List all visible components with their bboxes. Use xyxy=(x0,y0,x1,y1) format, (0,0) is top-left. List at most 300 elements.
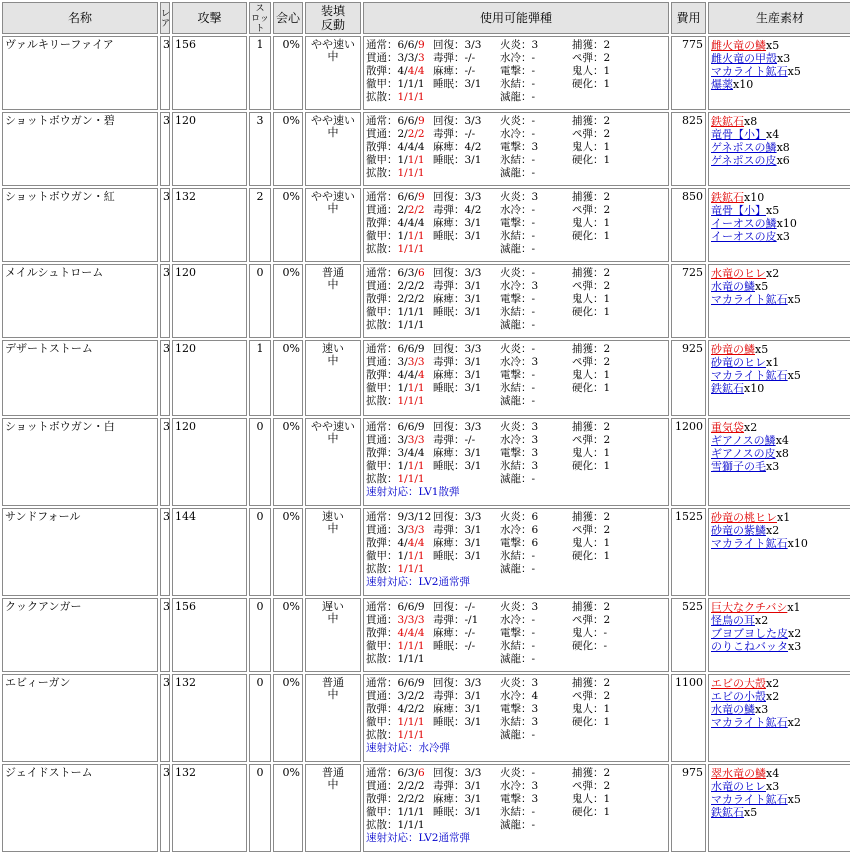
ammo-text: ペ弾：2 xyxy=(572,280,611,292)
ammo-entry xyxy=(366,819,433,832)
ammo-text: 毒弾：3/1 xyxy=(433,690,482,702)
ammo-line xyxy=(366,640,666,653)
material-link[interactable]: マカライト鉱石 xyxy=(711,793,788,806)
weapon-name: ショットボウガン・紅 xyxy=(2,188,158,262)
material-item xyxy=(711,767,849,780)
material-link[interactable]: 竜骨【小】 xyxy=(711,128,766,141)
ammo-entry xyxy=(572,65,610,78)
ammo-text: 水冷：3 xyxy=(500,356,539,368)
ammo-text: 水冷：- xyxy=(500,204,536,216)
material-link[interactable]: ブヨブヨした皮 xyxy=(711,627,788,640)
materials-list xyxy=(708,418,850,506)
material-link[interactable]: 水竜の鱗 xyxy=(711,703,755,716)
ammo-text: 4 xyxy=(417,369,425,381)
recoil: 中 xyxy=(327,202,339,215)
ammo-entry xyxy=(572,343,610,356)
material-qty: x5 xyxy=(787,793,801,806)
material-qty: x6 xyxy=(776,154,790,167)
ammo-line xyxy=(366,460,666,473)
ammo-entry xyxy=(366,537,433,550)
ammo-entry xyxy=(433,640,500,653)
ammo-entry xyxy=(433,793,500,806)
material-link[interactable]: 鉄鉱石 xyxy=(711,115,744,128)
ammo-entry xyxy=(433,343,500,356)
weapon-rows xyxy=(2,36,850,852)
weapon-slot: 3 xyxy=(249,112,271,186)
ammo-entry xyxy=(500,52,572,65)
ammo-entry xyxy=(366,601,433,614)
material-qty: x2 xyxy=(766,690,780,703)
weapon-row xyxy=(2,764,850,852)
material-item xyxy=(711,78,849,91)
material-item xyxy=(711,511,849,524)
ammo-entry xyxy=(366,767,433,780)
header-ammo: 使用可能弾種 xyxy=(363,2,669,34)
ammo-entry xyxy=(433,230,500,243)
ammo-text: 水冷：3 xyxy=(500,434,539,446)
material-item xyxy=(711,115,849,128)
material-link[interactable]: エビの大殻 xyxy=(711,677,766,690)
ammo-text: 散弾：4/ xyxy=(366,65,408,77)
ammo-entry xyxy=(572,217,610,230)
weapon-attack: 132 xyxy=(172,188,247,262)
ammo-entry xyxy=(572,511,610,524)
weapon-reload xyxy=(305,418,361,506)
material-link[interactable]: 爆薬 xyxy=(711,78,733,91)
ammo-text: 回復：3/3 xyxy=(433,191,482,203)
ammo-entry xyxy=(572,677,610,690)
ammo-entry xyxy=(433,204,500,217)
ammo-text: 拡散： xyxy=(366,91,398,103)
ammo-list xyxy=(363,340,669,416)
material-item xyxy=(711,293,849,306)
ammo-text: 3/3/3 xyxy=(397,614,425,626)
ammo-text: 散弾：2/2/2 xyxy=(366,293,425,305)
weapon-crit: 0% xyxy=(273,674,303,762)
weapon-slot: 1 xyxy=(249,36,271,110)
material-link[interactable]: 雪獅子の毛 xyxy=(711,460,766,473)
ammo-entry xyxy=(433,703,500,716)
ammo-entry xyxy=(366,395,433,408)
ammo-entry xyxy=(500,690,572,703)
ammo-text: 徹甲： xyxy=(366,716,398,728)
ammo-entry xyxy=(572,627,607,640)
recoil: 中 xyxy=(327,432,339,445)
weapon-crit: 0% xyxy=(273,188,303,262)
ammo-entry xyxy=(572,793,610,806)
ammo-entry xyxy=(366,793,433,806)
weapon-cost: 725 xyxy=(671,264,706,338)
material-qty: x10 xyxy=(744,382,765,395)
material-link[interactable]: 砂竜の桃ヒレ xyxy=(711,511,777,524)
material-link[interactable]: ゲネポスの皮 xyxy=(711,154,777,167)
ammo-entry xyxy=(500,39,572,52)
ammo-text: 電撃：- xyxy=(500,293,536,305)
material-link[interactable]: ギアノスの皮 xyxy=(711,447,776,460)
ammo-line xyxy=(366,767,666,780)
ammo-entry xyxy=(572,204,610,217)
weapon-rare: 3 xyxy=(160,674,170,762)
weapon-name: デザートストーム xyxy=(2,340,158,416)
ammo-text: 麻痺：-/- xyxy=(433,627,476,639)
weapon-crit: 0% xyxy=(273,764,303,852)
material-item xyxy=(711,460,849,473)
ammo-text: 1/1 xyxy=(407,460,425,472)
weapon-rare: 3 xyxy=(160,112,170,186)
ammo-entry xyxy=(366,319,433,332)
ammo-line xyxy=(366,563,666,576)
ammo-entry xyxy=(366,267,433,280)
material-qty: x2 xyxy=(744,421,758,434)
header-reload: 装填反動 xyxy=(305,2,361,34)
ammo-text: 捕獲：2 xyxy=(572,677,611,689)
weapon-slot: 0 xyxy=(249,508,271,596)
material-link[interactable]: 重気袋 xyxy=(711,421,744,434)
materials-list xyxy=(708,598,850,672)
material-link[interactable]: ギアノスの鱗 xyxy=(711,434,776,447)
material-link[interactable]: 雌火竜の甲殻 xyxy=(711,52,777,65)
ammo-entry xyxy=(500,780,572,793)
header-attack: 攻撃 xyxy=(172,2,247,34)
material-link[interactable]: マカライト鉱石 xyxy=(711,65,788,78)
ammo-text: 捕獲：2 xyxy=(572,267,611,279)
weapon-rare: 3 xyxy=(160,418,170,506)
ammo-list xyxy=(363,418,669,506)
recoil: 中 xyxy=(327,522,339,535)
weapon-cost: 1525 xyxy=(671,508,706,596)
weapon-name: ジェイドストーム xyxy=(2,764,158,852)
ammo-text: 回復：3/3 xyxy=(433,767,482,779)
material-qty: x10 xyxy=(787,537,808,550)
ammo-entry xyxy=(366,627,433,640)
ammo-list xyxy=(363,508,669,596)
ammo-text: 麻痺：3/1 xyxy=(433,217,482,229)
ammo-line xyxy=(366,434,666,447)
ammo-text: 麻痺：3/1 xyxy=(433,537,482,549)
material-link[interactable]: マカライト鉱石 xyxy=(711,369,788,382)
ammo-line xyxy=(366,793,666,806)
material-item xyxy=(711,154,849,167)
weapon-slot: 2 xyxy=(249,188,271,262)
ammo-text: 回復：3/3 xyxy=(433,421,482,433)
material-link[interactable]: 巨大なクチバシ xyxy=(711,601,788,614)
material-qty: x3 xyxy=(777,52,791,65)
ammo-text: 水冷：- xyxy=(500,128,536,140)
ammo-text: 水冷：- xyxy=(500,52,536,64)
ammo-text: 睡眠：3/1 xyxy=(433,716,482,728)
ammo-text: 1/1 xyxy=(407,550,425,562)
ammo-entry xyxy=(500,473,572,486)
material-qty: x5 xyxy=(787,65,801,78)
ammo-text: 電撃：- xyxy=(500,65,536,77)
ammo-text: 火炎：- xyxy=(500,343,536,355)
ammo-entry xyxy=(433,511,500,524)
ammo-entry xyxy=(500,653,572,666)
material-link[interactable]: マカライト鉱石 xyxy=(711,293,788,306)
ammo-entry xyxy=(366,511,433,524)
ammo-text: 硬化：1 xyxy=(572,154,611,166)
ammo-line xyxy=(366,395,666,408)
ammo-text: 鬼人：1 xyxy=(572,141,611,153)
material-qty: x8 xyxy=(744,115,758,128)
recoil: 中 xyxy=(327,50,339,63)
material-link[interactable]: 竜骨【小】 xyxy=(711,204,766,217)
ammo-entry xyxy=(366,128,433,141)
weapon-reload xyxy=(305,36,361,110)
reload-speed: 遅い xyxy=(322,600,344,613)
ammo-text: 9 xyxy=(417,39,425,51)
material-qty: x2 xyxy=(766,677,780,690)
material-link[interactable]: 鉄鉱石 xyxy=(711,806,744,819)
rapid-fire-note: 速射対応：LV2通常弾 xyxy=(366,832,470,844)
ammo-text: 滅龍：- xyxy=(500,167,536,179)
recoil: 中 xyxy=(327,278,339,291)
header-cost: 費用 xyxy=(671,2,706,34)
ammo-text: 睡眠：3/1 xyxy=(433,550,482,562)
ammo-text: 捕獲：2 xyxy=(572,511,611,523)
material-item xyxy=(711,614,849,627)
ammo-entry xyxy=(500,806,572,819)
header-rare: レア xyxy=(160,2,170,34)
ammo-entry xyxy=(572,115,610,128)
material-link[interactable]: ゲネポスの鱗 xyxy=(711,141,777,154)
ammo-text: 散弾：3/4/4 xyxy=(366,447,425,459)
ammo-text: 散弾： xyxy=(366,627,398,639)
ammo-text: 麻痺：3/1 xyxy=(433,447,482,459)
ammo-text: 通常：9/3/12 xyxy=(366,511,432,523)
material-link[interactable]: マカライト鉱石 xyxy=(711,716,788,729)
material-link[interactable]: 砂竜の鱗 xyxy=(711,343,755,356)
ammo-line xyxy=(366,677,666,690)
ammo-entry xyxy=(572,78,610,91)
ammo-text: 滅龍：- xyxy=(500,91,536,103)
ammo-entry xyxy=(433,217,500,230)
weapon-reload xyxy=(305,340,361,416)
ammo-entry xyxy=(500,319,572,332)
ammo-text: 鬼人：1 xyxy=(572,447,611,459)
ammo-line xyxy=(366,78,666,91)
ammo-text: 氷結：- xyxy=(500,550,536,562)
material-qty: x5 xyxy=(787,293,801,306)
ammo-entry xyxy=(366,306,433,319)
weapon-name: ショットボウガン・白 xyxy=(2,418,158,506)
ammo-entry xyxy=(433,154,500,167)
material-link[interactable]: のりこねバッタ xyxy=(711,640,788,653)
ammo-text: 通常：6/6/ xyxy=(366,39,418,51)
ammo-entry xyxy=(500,460,572,473)
ammo-text: 貫通：2/2/2 xyxy=(366,780,425,792)
weapon-row xyxy=(2,264,850,338)
material-link[interactable]: 鉄鉱石 xyxy=(711,191,744,204)
ammo-text: 拡散：1/1/1 xyxy=(366,319,425,331)
material-item xyxy=(711,52,849,65)
material-item xyxy=(711,780,849,793)
ammo-text: 3 xyxy=(417,52,425,64)
ammo-text: 通常：6/3/ xyxy=(366,267,418,279)
ammo-text: 3/3 xyxy=(407,356,425,368)
weapon-crit: 0% xyxy=(273,418,303,506)
ammo-entry xyxy=(433,306,500,319)
ammo-text: ペ弾：2 xyxy=(572,356,611,368)
ammo-text: 硬化：1 xyxy=(572,806,611,818)
ammo-entry xyxy=(366,563,433,576)
material-link[interactable]: イーオスの鱗 xyxy=(711,217,777,230)
weapon-reload xyxy=(305,264,361,338)
ammo-text: 鬼人：- xyxy=(572,627,608,639)
material-link[interactable]: 水竜のヒレ xyxy=(711,780,766,793)
ammo-list xyxy=(363,598,669,672)
ammo-entry xyxy=(366,154,433,167)
material-link[interactable]: 翠水竜の鱗 xyxy=(711,767,766,780)
material-link[interactable]: 砂竜のヒレ xyxy=(711,356,766,369)
material-item xyxy=(711,703,849,716)
ammo-text: 1/1/1 xyxy=(397,91,425,103)
ammo-entry xyxy=(433,382,500,395)
ammo-text: 麻痺：3/1 xyxy=(433,369,482,381)
materials-list xyxy=(708,264,850,338)
ammo-line xyxy=(366,204,666,217)
material-qty: x10 xyxy=(733,78,754,91)
ammo-entry xyxy=(500,78,572,91)
ammo-entry xyxy=(433,447,500,460)
header-name: 名称 xyxy=(2,2,158,34)
ammo-entry xyxy=(572,128,610,141)
material-qty: x3 xyxy=(776,230,790,243)
ammo-text: ペ弾：2 xyxy=(572,434,611,446)
ammo-text: 1/1/1 xyxy=(397,395,425,407)
ammo-entry xyxy=(366,653,433,666)
ammo-entry xyxy=(500,343,572,356)
ammo-entry xyxy=(500,447,572,460)
ammo-text: 回復：3/3 xyxy=(433,343,482,355)
ammo-entry xyxy=(366,280,433,293)
weapon-cost: 925 xyxy=(671,340,706,416)
reload-speed: やや速い xyxy=(311,114,355,127)
ammo-entry xyxy=(366,421,433,434)
material-item xyxy=(711,447,849,460)
recoil: 中 xyxy=(327,778,339,791)
weapon-attack: 156 xyxy=(172,36,247,110)
ammo-entry xyxy=(500,767,572,780)
material-link[interactable]: 鉄鉱石 xyxy=(711,382,744,395)
ammo-text: 硬化：1 xyxy=(572,460,611,472)
material-link[interactable]: マカライト鉱石 xyxy=(711,537,788,550)
material-link[interactable]: 雌火竜の鱗 xyxy=(711,39,766,52)
material-qty: x2 xyxy=(788,627,802,640)
ammo-entry xyxy=(366,191,433,204)
ammo-entry xyxy=(500,793,572,806)
material-item xyxy=(711,204,849,217)
material-link[interactable]: 怪鳥の耳 xyxy=(711,614,755,627)
ammo-line xyxy=(366,65,666,78)
ammo-text: 氷結：- xyxy=(500,640,536,652)
ammo-entry xyxy=(366,369,433,382)
ammo-text: 火炎：3 xyxy=(500,601,539,613)
material-item xyxy=(711,280,849,293)
ammo-text: 拡散： xyxy=(366,473,398,485)
material-qty: x1 xyxy=(766,356,780,369)
ammo-text: 回復：3/3 xyxy=(433,39,482,51)
reload-speed: やや速い xyxy=(311,420,355,433)
rapid-fire-note: 速射対応：水冷弾 xyxy=(366,742,450,754)
ammo-text: 硬化：- xyxy=(572,640,608,652)
ammo-text: 1/1/1 xyxy=(397,167,425,179)
material-qty: x5 xyxy=(744,806,758,819)
material-link[interactable]: イーオスの皮 xyxy=(711,230,777,243)
ammo-text: 硬化：1 xyxy=(572,382,611,394)
material-qty: x5 xyxy=(766,39,780,52)
ammo-text: 滅龍：- xyxy=(500,473,536,485)
weapon-name: ショットボウガン・碧 xyxy=(2,112,158,186)
ammo-entry xyxy=(433,421,500,434)
ammo-entry xyxy=(500,421,572,434)
ammo-entry xyxy=(433,716,500,729)
ammo-entry xyxy=(433,369,500,382)
weapon-attack: 132 xyxy=(172,764,247,852)
ammo-entry xyxy=(433,78,500,91)
ammo-text: 拡散： xyxy=(366,167,398,179)
weapon-attack: 144 xyxy=(172,508,247,596)
weapon-row xyxy=(2,340,850,416)
weapon-row xyxy=(2,598,850,672)
ammo-text: 毒弾：3/1 xyxy=(433,356,482,368)
ammo-text: 滅龍：- xyxy=(500,729,536,741)
ammo-entry xyxy=(433,141,500,154)
ammo-text: 回復：-/- xyxy=(433,601,476,613)
weapon-reload xyxy=(305,764,361,852)
ammo-text: 通常：6/3/ xyxy=(366,767,418,779)
reload-speed: 普通 xyxy=(322,766,344,779)
ammo-line xyxy=(366,217,666,230)
ammo-entry xyxy=(500,550,572,563)
ammo-entry xyxy=(366,52,433,65)
weapon-cost: 850 xyxy=(671,188,706,262)
ammo-text: 4/4 xyxy=(407,537,425,549)
material-qty: x3 xyxy=(766,460,780,473)
ammo-text: 通常：6/6/9 xyxy=(366,677,425,689)
material-item xyxy=(711,141,849,154)
ammo-text: 電撃：- xyxy=(500,369,536,381)
ammo-entry xyxy=(366,230,433,243)
ammo-text: 6 xyxy=(417,767,425,779)
ammo-line xyxy=(366,191,666,204)
ammo-text: 徹甲：1/1/1 xyxy=(366,806,425,818)
weapon-reload xyxy=(305,188,361,262)
ammo-entry xyxy=(433,677,500,690)
material-link[interactable]: 砂竜の紫鱗 xyxy=(711,524,766,537)
ammo-text: 電撃：3 xyxy=(500,793,539,805)
ammo-text: 硬化：1 xyxy=(572,550,611,562)
ammo-text: 貫通：3/ xyxy=(366,356,408,368)
ammo-entry xyxy=(500,293,572,306)
weapon-crit: 0% xyxy=(273,36,303,110)
material-qty: x2 xyxy=(787,716,801,729)
ammo-entry xyxy=(500,627,572,640)
ammo-entry xyxy=(433,115,500,128)
ammo-line xyxy=(366,154,666,167)
ammo-entry xyxy=(433,550,500,563)
material-link[interactable]: エビの小殻 xyxy=(711,690,766,703)
ammo-entry xyxy=(500,167,572,180)
ammo-line xyxy=(366,627,666,640)
ammo-text: 麻痺：3/1 xyxy=(433,703,482,715)
ammo-text: 鬼人：1 xyxy=(572,65,611,77)
ammo-entry xyxy=(366,39,433,52)
material-link[interactable]: 水竜のヒレ xyxy=(711,267,766,280)
ammo-text: 1/1/1 xyxy=(397,716,425,728)
ammo-entry xyxy=(366,780,433,793)
material-link[interactable]: 水竜の鱗 xyxy=(711,280,755,293)
